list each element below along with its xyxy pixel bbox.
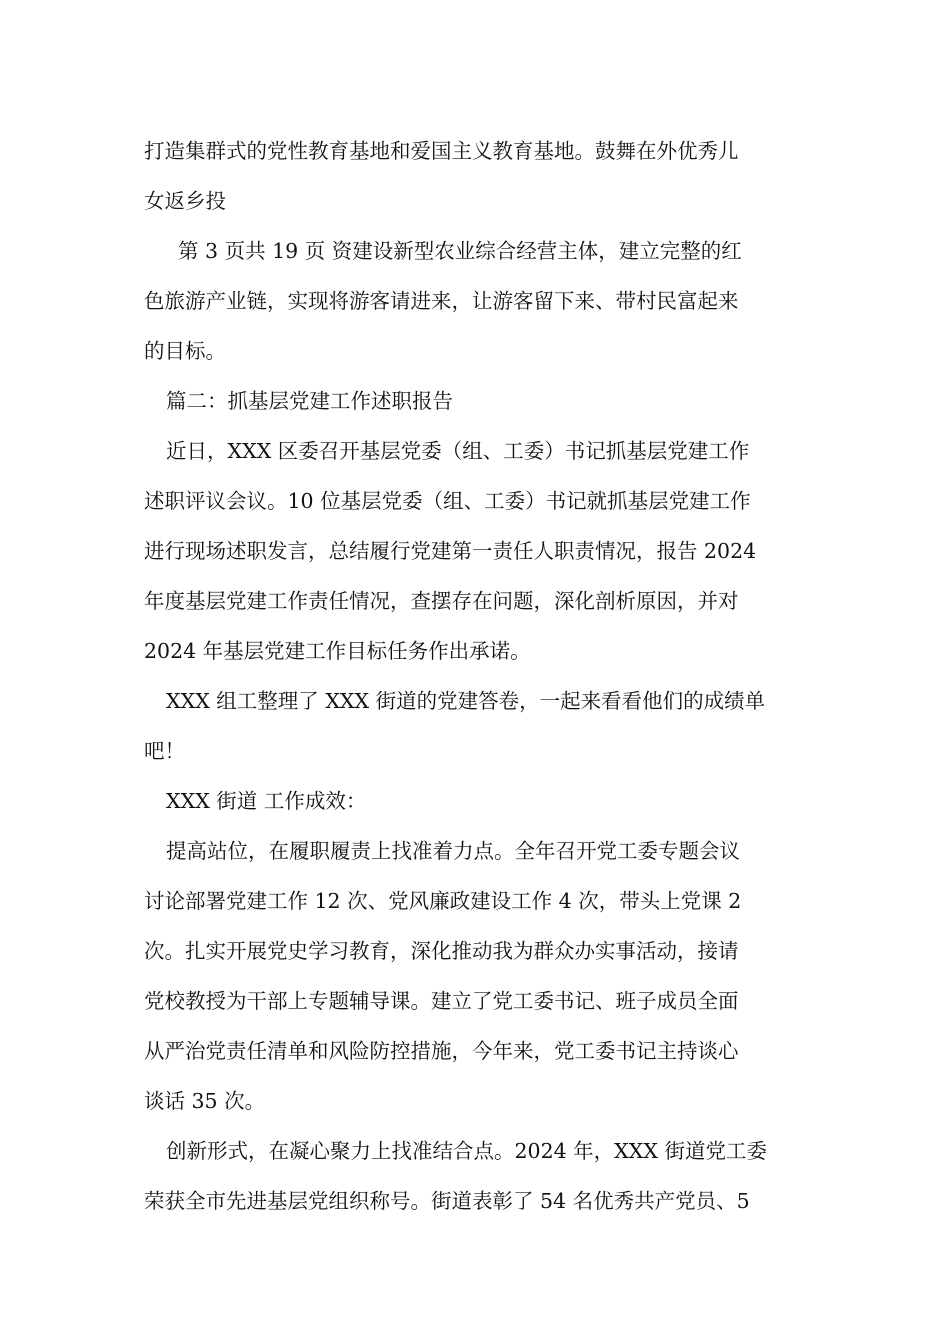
text-line: 述职评议会议。10 位基层党委（组、工委）书记就抓基层党建工作 [144,489,751,513]
text-line: 吧！ [144,739,185,763]
text-line: 荣获全市先进基层党组织称号。街道表彰了 54 名优秀共产党员、5 [144,1189,750,1213]
text-line: 色旅游产业链，实现将游客请进来，让游客留下来、带村民富起来 [144,289,739,313]
section-heading: 篇二：抓基层党建工作述职报告 [166,389,453,413]
text-line: 进行现场述职发言，总结履行党建第一责任人职责情况，报告 2024 [144,539,757,563]
text-line: 党校教授为干部上专题辅导课。建立了党工委书记、班子成员全面 [144,989,739,1013]
page-footer-line: 第 3 页共 19 页 资建设新型农业综合经营主体，建立完整的红 [178,239,742,263]
text-line: 创新形式，在凝心聚力上找准结合点。2024 年，XXX 街道党工委 [166,1139,767,1163]
text-line: 近日，XXX 区委召开基层党委（组、工委）书记抓基层党建工作 [166,439,750,463]
text-line: 年度基层党建工作责任情况，查摆存在问题，深化剖析原因，并对 [144,589,739,613]
text-line: 从严治党责任清单和风险防控措施，今年来，党工委书记主持谈心 [144,1039,739,1063]
text-line: 女返乡投 [144,189,226,213]
subsection-heading: XXX 街道 工作成效： [166,789,367,813]
text-line: 讨论部署党建工作 12 次、党风廉政建设工作 4 次，带头上党课 2 [144,889,742,913]
text-line: XXX 组工整理了 XXX 街道的党建答卷，一起来看看他们的成绩单 [166,689,766,713]
text-line: 打造集群式的党性教育基地和爱国主义教育基地。鼓舞在外优秀儿 [144,139,739,163]
text-line: 谈话 35 次。 [144,1089,266,1113]
text-line: 提高站位，在履职履责上找准着力点。全年召开党工委专题会议 [166,839,740,863]
text-line: 的目标。 [144,339,226,363]
text-line: 2024 年基层党建工作目标任务作出承诺。 [144,639,531,663]
document-body [144,126,812,1226]
text-line: 次。扎实开展党史学习教育，深化推动我为群众办实事活动，接请 [144,939,739,963]
